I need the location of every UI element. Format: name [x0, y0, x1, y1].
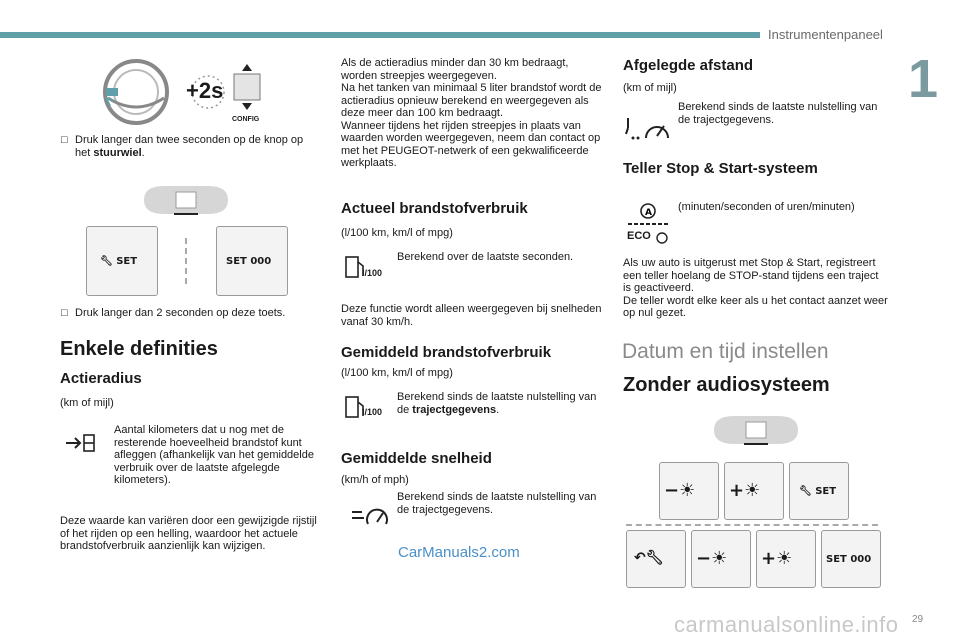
actieradius-note: Deze waarde kan variëren door een gewijzigde rijstijl of het rijden op een helling, waardoor het actuele brandstofverbruik aanzienlijk kan wijzigen.: [60, 515, 317, 552]
brightness-plus-icon: +☀︎: [729, 480, 761, 501]
afstand-title: Afgelegde afstand: [623, 57, 754, 74]
gemiddeld-unit: (l/100 km, km/l of mpg): [341, 367, 453, 379]
snelheid-desc: Berekend sinds de laatste nulstelling van de trajectgegevens.: [397, 491, 597, 516]
stopstart-title: Teller Stop & Start-systeem: [623, 160, 818, 177]
set-step-text: □ Druk langer dan 2 seconden op deze toets.: [61, 307, 286, 319]
set-000-label-2: SET 000: [826, 554, 872, 565]
eco-label: ECO: [627, 230, 651, 242]
fuel-avg-icon-label: l/100: [362, 407, 383, 417]
bullet-icon: □: [61, 134, 68, 146]
zonder-heading: Zonder audiosysteem: [623, 374, 830, 396]
set-button-2-label: 🔧︎ SET: [799, 486, 837, 497]
config-text: Druk langer dan twee seconden op de knop op het: [75, 134, 304, 159]
brightness-minus-icon-2: −☀︎: [696, 548, 728, 569]
chapter-number: 1: [908, 49, 939, 109]
config-label: CONFIG: [232, 116, 260, 123]
actieradius-unit: (km of mijl): [60, 397, 114, 409]
afstand-desc: Berekend sinds de laatste nulstelling van de trajectgegevens.: [678, 101, 878, 126]
actueel-note: Deze functie wordt alleen weergegeven bij snelheden vanaf 30 km/h.: [341, 303, 602, 328]
svg-text:A: A: [645, 208, 652, 218]
distance-icon: [624, 114, 672, 144]
definitions-heading: Enkele definities: [60, 338, 218, 360]
plus-two-seconds: +2s: [186, 78, 224, 103]
actueel-title: Actueel brandstofverbruik: [341, 200, 528, 217]
set-000-label: SET 000: [226, 256, 272, 267]
actueel-desc: Berekend over de laatste seconden.: [397, 251, 574, 263]
config-step-text: [61, 134, 321, 159]
stopstart-unit: (minuten/seconden of uren/minuten): [678, 201, 855, 213]
snelheid-title: Gemiddelde snelheid: [341, 450, 492, 467]
fuel-icon-label: l/100: [362, 268, 383, 278]
actueel-unit: (l/100 km, km/l of mpg): [341, 227, 453, 239]
actieradius-intro: Als de actieradius minder dan 30 km bedraagt, worden streepjes weergegeven. Na het tanken van minimaal 5 liter brandstof wordt de actieradius opnieuw berekend en weergegeven als deze meer dan 100 km bedraagt. Wanneer tijdens het rijden streepjes in plaats van waarden worden weergegeven, neem dan contact op met het PEUGEOT-netwerk of een gekwalificeerde werkplaats.: [341, 57, 602, 169]
dashed-divider: [185, 238, 187, 284]
actieradius-desc: Aantal kilometers dat u nog met de resterende hoeveelheid brandstof kunt afleggen (afhankelijk van het gemiddelde verbruik over de laatste afgelegde kilometers).: [114, 424, 314, 486]
gemiddeld-desc: Berekend sinds de laatste nulstelling van de trajectgegevens.: [397, 391, 597, 416]
header-bar: [0, 32, 760, 38]
brightness-minus-icon: −☀︎: [664, 480, 696, 501]
datum-heading: Datum en tijd instellen: [622, 340, 829, 363]
watermark: CarManuals2.com: [398, 544, 520, 561]
back-icon: ↶🔧︎: [634, 550, 664, 566]
speed-icon: [350, 504, 390, 530]
brightness-plus-icon-2: +☀︎: [761, 548, 793, 569]
actieradius-title: Actieradius: [60, 370, 142, 387]
dashed-divider-2: [626, 524, 878, 526]
set-button-label: 🔧︎ SET: [100, 256, 138, 267]
section-title: Instrumentenpaneel: [768, 27, 883, 42]
config-bold: stuurwiel: [93, 146, 142, 159]
gemiddeld-title: Gemiddeld brandstofverbruik: [341, 344, 552, 361]
instrument-cluster-illustration: [140, 182, 232, 218]
bullet-icon: □: [61, 307, 68, 319]
page-number: 29: [912, 614, 924, 625]
range-icon: [64, 432, 100, 454]
instrument-cluster-illustration-2: [710, 412, 802, 448]
stopstart-desc: Als uw auto is uitgerust met Stop & Start, registreert een teller hoelang de STOP-stand tijdens een traject is geactiveerd. De teller wordt elke keer als u het contact aanzet weer op nul gezet.: [623, 257, 888, 319]
footer-watermark: carmanualsonline.info: [674, 612, 899, 637]
snelheid-unit: (km/h of mph): [341, 474, 409, 486]
afstand-unit: (km of mijl): [623, 82, 677, 94]
config-end: .: [141, 146, 145, 159]
